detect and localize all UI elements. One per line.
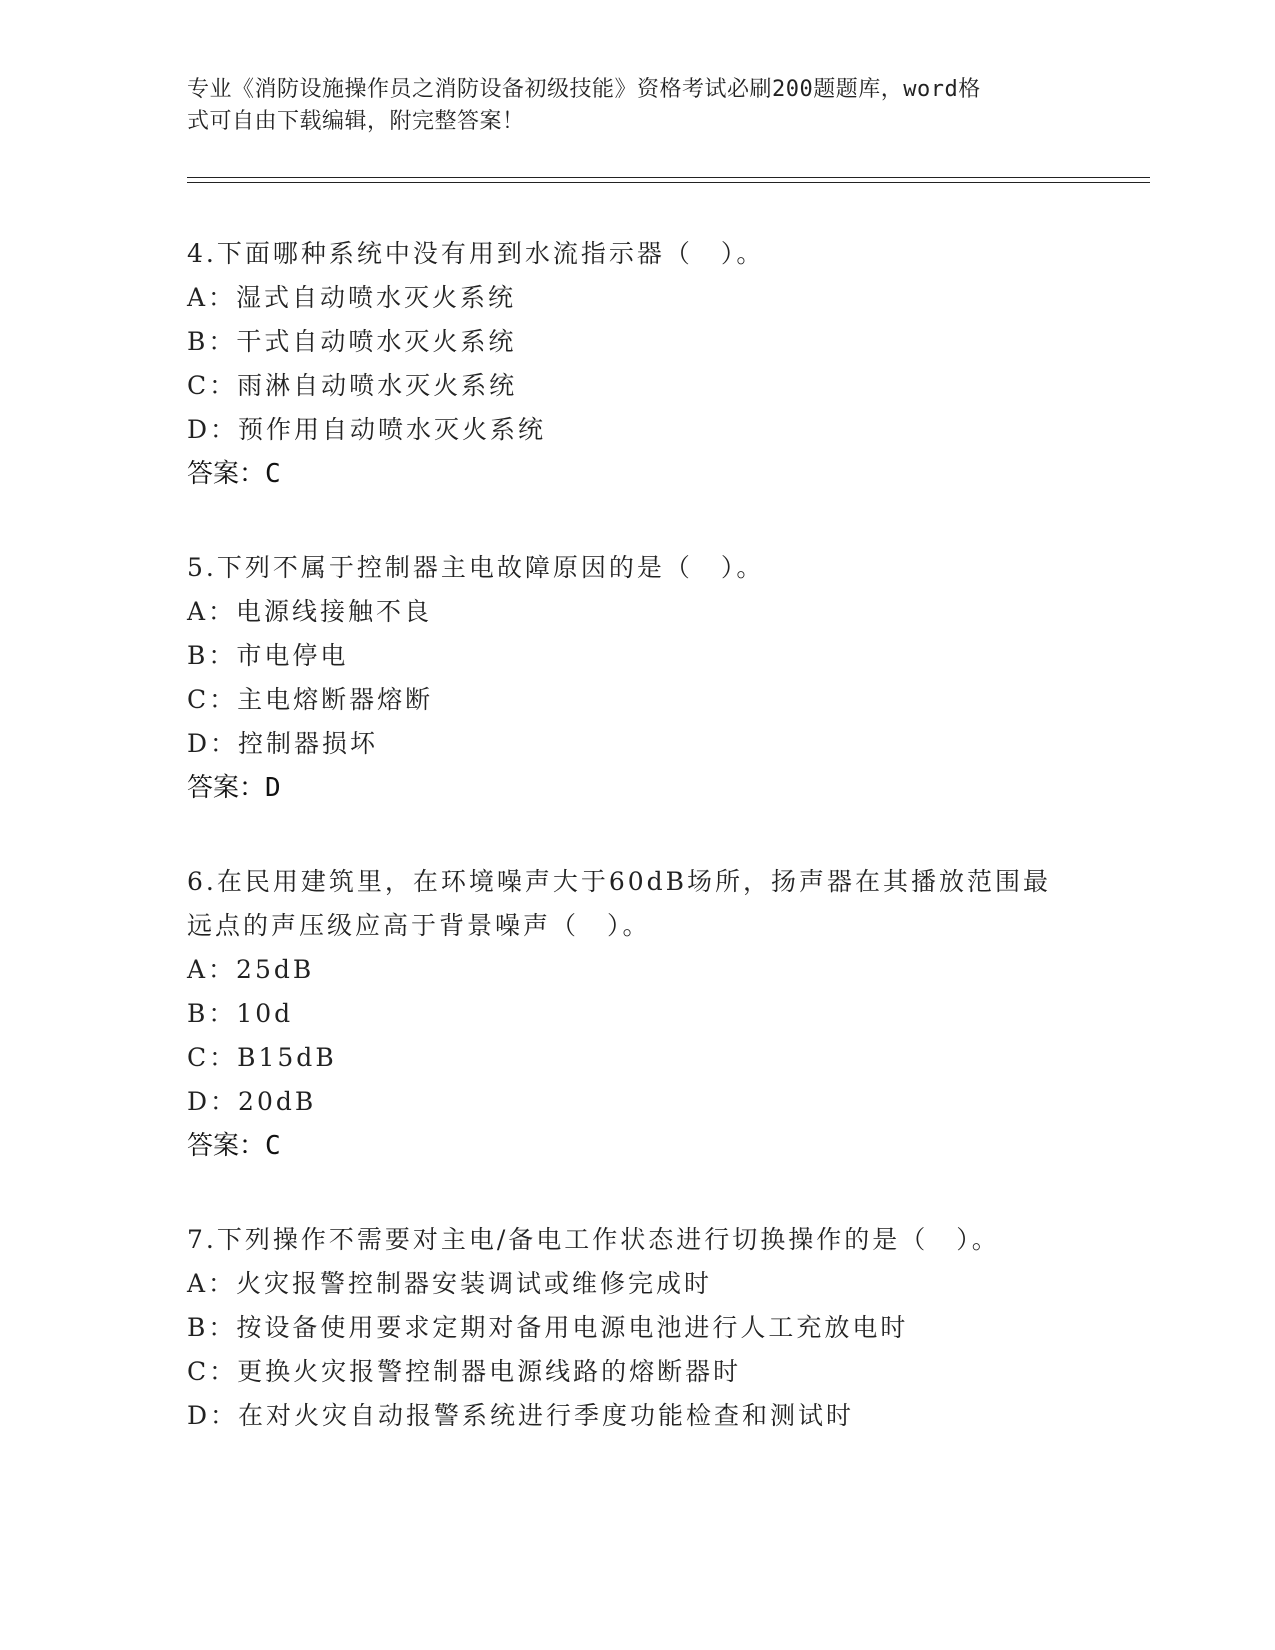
option-b: B：按设备使用要求定期对备用电源电池进行人工充放电时 [187,1313,909,1342]
option-d: D：在对火灾自动报警系统进行季度功能检查和测试时 [187,1401,855,1430]
answer: 答案：C [187,459,281,489]
option-d: D：20dB [187,1087,317,1116]
option-b: B：市电停电 [187,641,349,670]
option-a: A：湿式自动喷水灭火系统 [187,283,517,312]
option-c: C：B15dB [187,1043,337,1072]
option-a: A：电源线接触不良 [187,597,433,626]
question-stem: 4.下面哪种系统中没有用到水流指示器（ ）。 [187,239,765,268]
question-stem: 6.在民用建筑里，在环境噪声大于60dB场所，扬声器在其播放范围最 [187,867,1052,896]
option-a: A：25dB [187,955,315,984]
answer: 答案：C [187,1131,281,1161]
option-b: B：10d [187,999,294,1028]
answer: 答案：D [187,773,281,803]
question-stem: 5.下列不属于控制器主电故障原因的是（ ）。 [187,553,765,582]
option-d: D：预作用自动喷水灭火系统 [187,415,547,444]
header-line-1: 专业《消防设施操作员之消防设备初级技能》资格考试必刷200题题库，word格 [187,77,981,102]
header-line-2: 式可自由下载编辑，附完整答案！ [187,109,525,134]
option-a: A：火灾报警控制器安装调试或维修完成时 [187,1269,713,1298]
option-c: C：更换火灾报警控制器电源线路的熔断器时 [187,1357,742,1386]
option-c: C：雨淋自动喷水灭火系统 [187,371,518,400]
question-stem: 7.下列操作不需要对主电/备电工作状态进行切换操作的是（ ）。 [187,1225,1000,1254]
header-divider-top [187,177,1150,178]
question-stem-continued: 远点的声压级应高于背景噪声（ ）。 [187,911,651,940]
option-d: D：控制器损坏 [187,729,379,758]
header-divider-bottom [187,182,1150,183]
option-b: B：干式自动喷水灭火系统 [187,327,517,356]
document-header [187,74,1067,138]
option-c: C：主电熔断器熔断 [187,685,434,714]
